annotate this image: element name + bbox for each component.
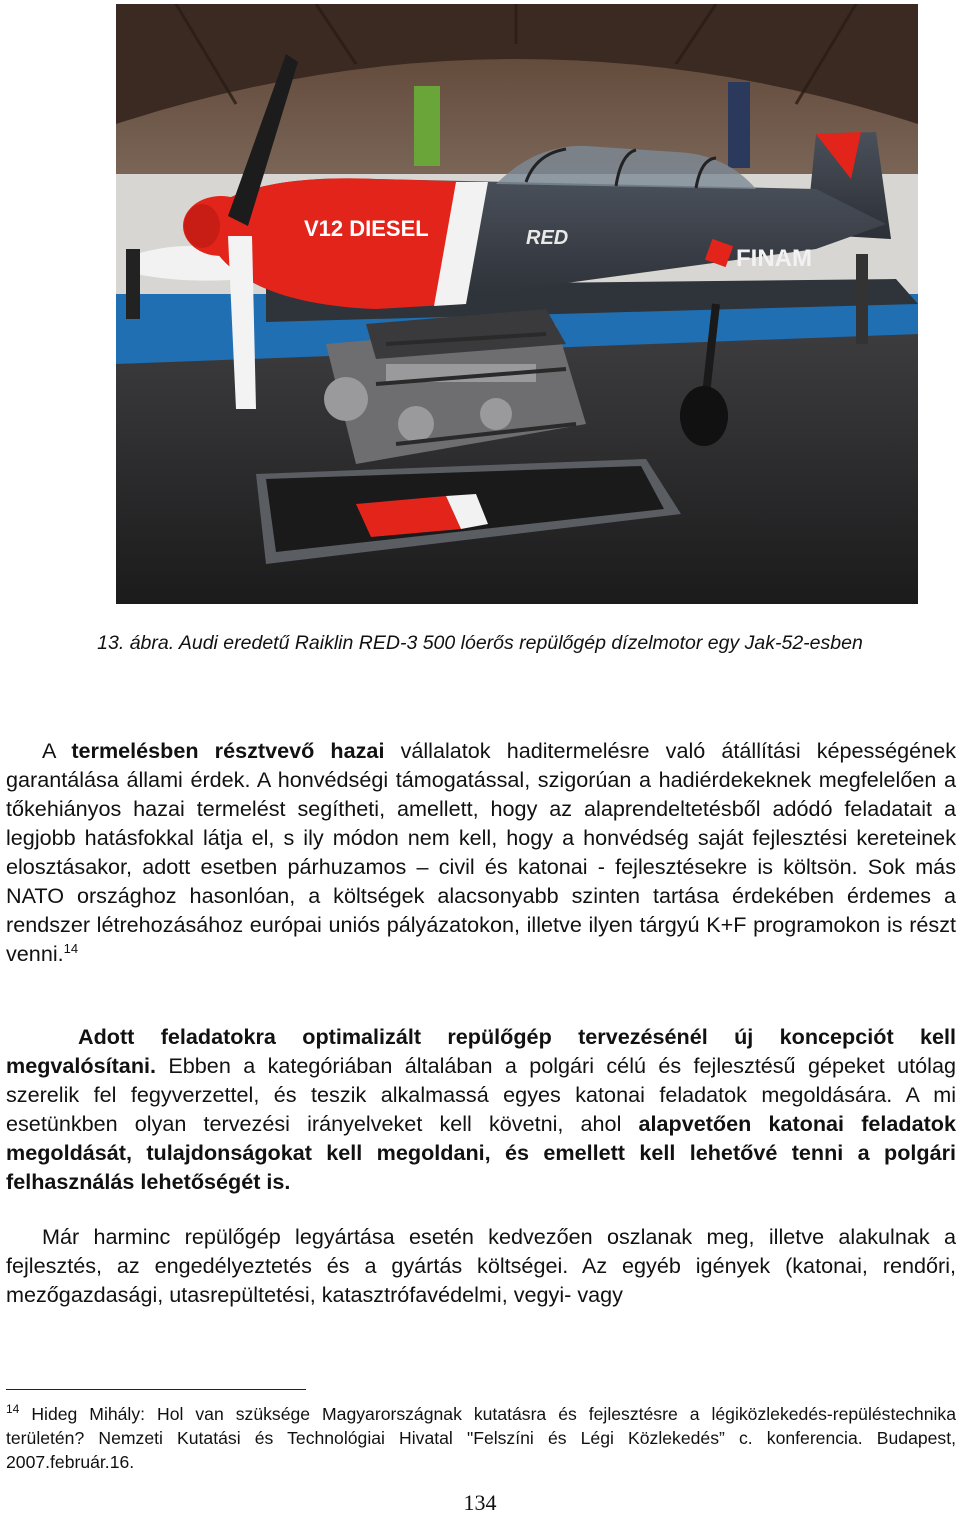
nose-text: V12 DIESEL [304, 216, 429, 241]
p3-seg-0: Már harminc repülőgép legyártása esetén kedvezően oszlanak meg, illetve alakulnak a fejlesztés, az engedélyeztetés és a gyártás költségei. Az egyéb igények (katonai, rendőri, mezőgazdasági, utasrepültetési, katasztrófavédelmi, vegyi- vagy [6, 1224, 956, 1307]
p1-seg-2: vállalatok haditermelésre való átállítási képességének garantálása állami érdek. A honvédségi támogatással, szigorúan a hadiérdekeknek megfelelően a tőkehiányos hazai termelést segítheti, amellett, hogy az alaprendeltetésből adódó feladatait a legjobb hatásfokkal látja el, s ily módon nem kell, hogy a honvédség saját fejlesztési kereteinek elosztásakor, adott esetben párhuzamos – civil és katonai - fejlesztésekre is költsön. Sok más NATO országhoz hasonlóan, a költségek alacsonyabb szinten tartása érdekében érdemes a rendszer létrehozásához európai uniós pályázatokon, illetve ilyen tárgyú K+F programokon is részt venni. [6, 738, 956, 966]
fuselage-logo: RED [526, 227, 569, 249]
footnote-text: Hideg Mihály: Hol van szüksége Magyarországnak kutatásra és fejlesztésre a légiközlekedés-repüléstechnika területén? Nemzeti Kutatási és Technológiai Hivatal "Felszíni és Légi Közlekedés” c. konferencia. Budapest, 2007.február.16. [6, 1404, 956, 1472]
footnote-divider [6, 1389, 306, 1390]
page-number: 134 [463, 1490, 497, 1515]
paragraph-3 [6, 1222, 956, 1309]
p2-seg-2: alapvetően katonai feladatok megoldását, tulajdonságokat kell megoldani, és emellett kell lehetővé tenni a polgári felhasználás lehetőségét is. [6, 1111, 956, 1194]
sponsor-logo: FINAM [736, 245, 812, 272]
paragraph-2 [6, 1022, 956, 1196]
p1-seg-0: A [42, 738, 72, 763]
figure-photo [116, 4, 918, 604]
footnote-ref-14[interactable]: 14 [63, 940, 79, 956]
p2-seg-0: Adott feladatokra optimalizált repülőgép tervezésénél új koncepciót kell megvalósítani. [6, 1024, 956, 1078]
p1-seg-1: termelésben résztvevő hazai [71, 738, 385, 763]
footnote-14 [6, 1402, 956, 1474]
aircraft-engine-photo [116, 4, 918, 604]
figure-caption: 13. ábra. Audi eredetű Raiklin RED-3 500 lóerős repülőgép dízelmotor egy Jak-52-esben [97, 632, 863, 654]
paragraph-1 [6, 736, 956, 968]
footnote-number: 14 [6, 1402, 20, 1417]
p2-seg-1: Ebben a kategóriában általában a polgári célú és fejlesztésű gépeket utólag szerelik fel fegyverzettel, és teszik alkalmassá egyes katonai feladatok megoldására. A mi esetünkben olyan tervezési irányelveket kell követni, ahol [6, 1053, 956, 1136]
